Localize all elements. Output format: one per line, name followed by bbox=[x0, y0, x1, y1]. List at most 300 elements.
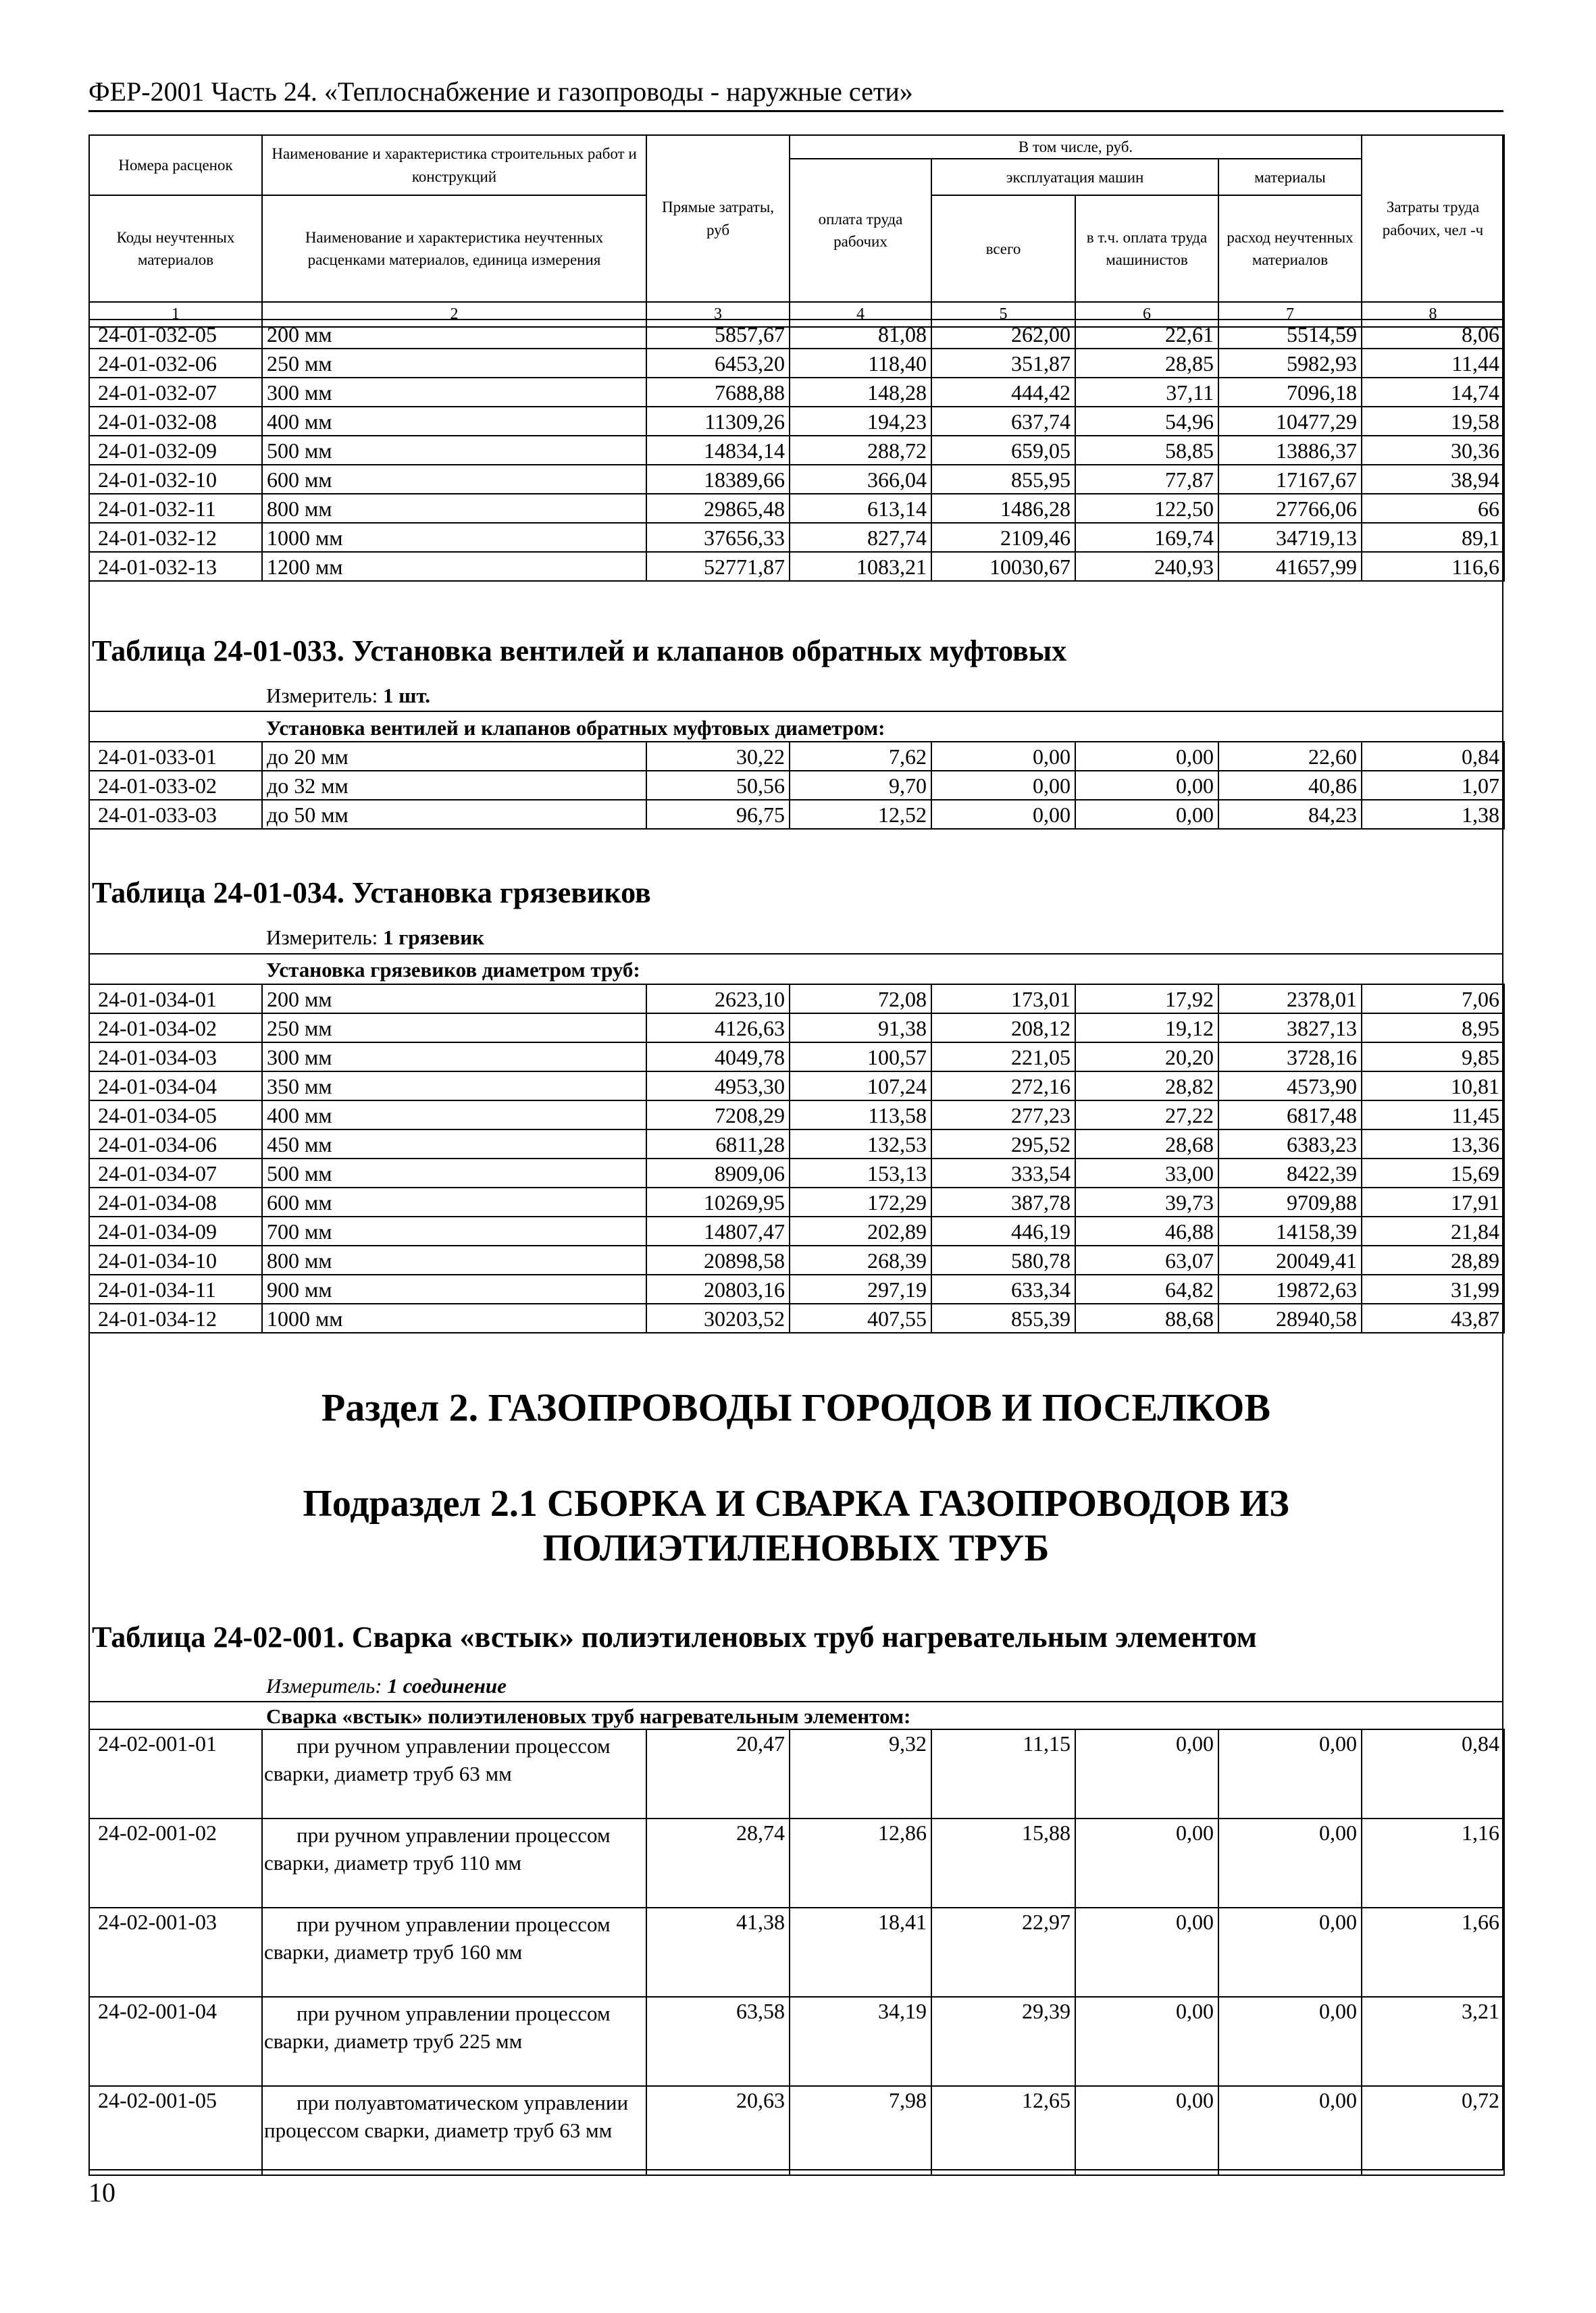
table-24-01-033 bbox=[88, 741, 1505, 830]
cell-direct-costs: 11309,26 bbox=[646, 407, 790, 436]
header-including: В том числе, руб. bbox=[790, 135, 1362, 159]
cell-materials: 34719,13 bbox=[1218, 523, 1362, 552]
table-row bbox=[89, 465, 1504, 494]
cell-labor-hours: 43,87 bbox=[1362, 1304, 1504, 1333]
table-034-title: Таблица 24-01-034. Установка грязевиков bbox=[92, 876, 651, 909]
cell-machinist-pay: 46,88 bbox=[1075, 1217, 1218, 1246]
cell-direct-costs: 4953,30 bbox=[646, 1071, 790, 1100]
cell-labor-hours: 1,66 bbox=[1362, 1908, 1504, 1997]
header-machine-operation: эксплуатация машин bbox=[931, 159, 1218, 195]
cell-work-description: 600 мм bbox=[262, 1188, 646, 1217]
table-row bbox=[89, 800, 1504, 829]
cell-worker-pay: 7,98 bbox=[790, 2086, 931, 2175]
cell-machinist-pay: 88,68 bbox=[1075, 1304, 1218, 1333]
cell-worker-pay: 72,08 bbox=[790, 984, 931, 1013]
cell-direct-costs: 37656,33 bbox=[646, 523, 790, 552]
cell-work-description: 200 мм bbox=[262, 320, 646, 349]
cell-rate-code: 24-01-032-07 bbox=[89, 378, 262, 407]
cell-worker-pay: 81,08 bbox=[790, 320, 931, 349]
table-row bbox=[89, 494, 1504, 523]
header-material-codes: Коды неучтенных материалов bbox=[89, 195, 262, 302]
cell-work-description: до 32 мм bbox=[262, 771, 646, 800]
cell-machinist-pay: 0,00 bbox=[1075, 742, 1218, 771]
cell-rate-code: 24-02-001-02 bbox=[89, 1819, 262, 1908]
cell-direct-costs: 29865,48 bbox=[646, 494, 790, 523]
cell-machines-total: 855,95 bbox=[931, 465, 1075, 494]
divider bbox=[88, 953, 1503, 955]
cell-machinist-pay: 240,93 bbox=[1075, 552, 1218, 581]
cell-rate-code: 24-01-034-07 bbox=[89, 1159, 262, 1188]
cell-machines-total: 0,00 bbox=[931, 800, 1075, 829]
subsection-title-line2: ПОЛИЭТИЛЕНОВЫХ ТРУБ bbox=[542, 1527, 1050, 1569]
cell-worker-pay: 100,57 bbox=[790, 1042, 931, 1071]
cell-direct-costs: 14807,47 bbox=[646, 1217, 790, 1246]
cell-materials: 2378,01 bbox=[1218, 984, 1362, 1013]
running-head: ФЕР-2001 Часть 24. «Теплоснабжение и газопроводы - наружные сети» bbox=[88, 76, 913, 107]
table-row bbox=[89, 349, 1504, 378]
cell-machinist-pay: 20,20 bbox=[1075, 1042, 1218, 1071]
column-number: 8 bbox=[1362, 302, 1504, 327]
cell-labor-hours: 8,06 bbox=[1362, 320, 1504, 349]
cell-machines-total: 633,34 bbox=[931, 1275, 1075, 1304]
table-row bbox=[89, 771, 1504, 800]
cell-labor-hours: 30,36 bbox=[1362, 436, 1504, 465]
cell-direct-costs: 5857,67 bbox=[646, 320, 790, 349]
cell-materials: 10477,29 bbox=[1218, 407, 1362, 436]
cell-machinist-pay: 122,50 bbox=[1075, 494, 1218, 523]
cell-labor-hours: 28,89 bbox=[1362, 1246, 1504, 1275]
cell-work-description: 700 мм bbox=[262, 1217, 646, 1246]
table-row bbox=[89, 1159, 1504, 1188]
table-033-subheading: Установка вентилей и клапанов обратных муфтовых диаметром: bbox=[266, 716, 885, 740]
cell-materials: 5982,93 bbox=[1218, 349, 1362, 378]
cell-worker-pay: 9,32 bbox=[790, 1729, 931, 1819]
table-row bbox=[89, 1071, 1504, 1100]
cell-worker-pay: 12,52 bbox=[790, 800, 931, 829]
cell-machines-total: 208,12 bbox=[931, 1013, 1075, 1042]
cell-labor-hours: 17,91 bbox=[1362, 1188, 1504, 1217]
cell-work-description: 900 мм bbox=[262, 1275, 646, 1304]
cell-machinist-pay: 0,00 bbox=[1075, 1819, 1218, 1908]
cell-labor-hours: 1,16 bbox=[1362, 1819, 1504, 1908]
cell-work-description: 300 мм bbox=[262, 1042, 646, 1071]
cell-direct-costs: 8909,06 bbox=[646, 1159, 790, 1188]
cell-materials: 7096,18 bbox=[1218, 378, 1362, 407]
cell-materials: 0,00 bbox=[1218, 2086, 1362, 2175]
cell-rate-code: 24-01-034-03 bbox=[89, 1042, 262, 1071]
cell-rate-code: 24-01-034-09 bbox=[89, 1217, 262, 1246]
cell-rate-code: 24-01-032-10 bbox=[89, 465, 262, 494]
table-row bbox=[89, 1275, 1504, 1304]
cell-machinist-pay: 64,82 bbox=[1075, 1275, 1218, 1304]
cell-labor-hours: 19,58 bbox=[1362, 407, 1504, 436]
cell-direct-costs: 28,74 bbox=[646, 1819, 790, 1908]
cell-worker-pay: 34,19 bbox=[790, 1997, 931, 2086]
cell-work-description: до 20 мм bbox=[262, 742, 646, 771]
cell-labor-hours: 1,38 bbox=[1362, 800, 1504, 829]
cell-machinist-pay: 0,00 bbox=[1075, 1729, 1218, 1819]
cell-machines-total: 173,01 bbox=[931, 984, 1075, 1013]
column-number: 6 bbox=[1075, 302, 1218, 327]
cell-machines-total: 0,00 bbox=[931, 771, 1075, 800]
cell-rate-code: 24-01-034-11 bbox=[89, 1275, 262, 1304]
cell-work-description: 800 мм bbox=[262, 494, 646, 523]
cell-machinist-pay: 58,85 bbox=[1075, 436, 1218, 465]
cell-work-description: 450 мм bbox=[262, 1129, 646, 1159]
cell-materials: 27766,06 bbox=[1218, 494, 1362, 523]
cell-labor-hours: 31,99 bbox=[1362, 1275, 1504, 1304]
cell-worker-pay: 9,70 bbox=[790, 771, 931, 800]
cell-machines-total: 333,54 bbox=[931, 1159, 1075, 1188]
cell-labor-hours: 89,1 bbox=[1362, 523, 1504, 552]
table-row bbox=[89, 378, 1504, 407]
cell-work-description: 1200 мм bbox=[262, 552, 646, 581]
cell-machinist-pay: 39,73 bbox=[1075, 1188, 1218, 1217]
cell-worker-pay: 118,40 bbox=[790, 349, 931, 378]
cell-machinist-pay: 63,07 bbox=[1075, 1246, 1218, 1275]
cell-worker-pay: 1083,21 bbox=[790, 552, 931, 581]
cell-direct-costs: 10269,95 bbox=[646, 1188, 790, 1217]
measure-label: Измеритель: bbox=[266, 684, 383, 707]
cell-machinist-pay: 54,96 bbox=[1075, 407, 1218, 436]
cell-rate-code: 24-02-001-04 bbox=[89, 1997, 262, 2086]
cell-rate-code: 24-01-033-02 bbox=[89, 771, 262, 800]
table-033-title: Таблица 24-01-033. Установка вентилей и клапанов обратных муфтовых bbox=[92, 634, 1067, 667]
header-work-name: Наименование и характеристика строительных работ и конструкций bbox=[262, 135, 646, 195]
cell-rate-code: 24-01-033-03 bbox=[89, 800, 262, 829]
table-row bbox=[89, 436, 1504, 465]
cell-direct-costs: 30,22 bbox=[646, 742, 790, 771]
header-machines-total: всего bbox=[931, 195, 1075, 302]
table-034-measure bbox=[266, 925, 484, 950]
cell-labor-hours: 15,69 bbox=[1362, 1159, 1504, 1188]
cell-worker-pay: 153,13 bbox=[790, 1159, 931, 1188]
cell-labor-hours: 21,84 bbox=[1362, 1217, 1504, 1246]
cell-work-description: 1000 мм bbox=[262, 1304, 646, 1333]
cell-materials: 0,00 bbox=[1218, 1819, 1362, 1908]
cell-materials: 0,00 bbox=[1218, 1997, 1362, 2086]
measure-label: Измеритель: bbox=[266, 1674, 388, 1698]
cell-machines-total: 29,39 bbox=[931, 1997, 1075, 2086]
cell-rate-code: 24-01-032-11 bbox=[89, 494, 262, 523]
cell-rate-code: 24-01-032-05 bbox=[89, 320, 262, 349]
page-number: 10 bbox=[88, 2177, 115, 2208]
cell-machinist-pay: 28,85 bbox=[1075, 349, 1218, 378]
cell-machinist-pay: 22,61 bbox=[1075, 320, 1218, 349]
cell-machines-total: 277,23 bbox=[931, 1100, 1075, 1129]
measure-value: 1 соединение bbox=[387, 1674, 507, 1698]
cell-rate-code: 24-01-032-06 bbox=[89, 349, 262, 378]
header-materials: материалы bbox=[1218, 159, 1362, 195]
cell-work-description: при полуавтоматическом управлении процессом сварки, диаметр труб 63 мм bbox=[262, 2086, 646, 2175]
cell-materials: 4573,90 bbox=[1218, 1071, 1362, 1100]
cell-work-description: 500 мм bbox=[262, 1159, 646, 1188]
table-row bbox=[89, 1304, 1504, 1333]
cell-labor-hours: 0,84 bbox=[1362, 742, 1504, 771]
cell-work-description: 250 мм bbox=[262, 1013, 646, 1042]
cell-direct-costs: 52771,87 bbox=[646, 552, 790, 581]
cell-worker-pay: 268,39 bbox=[790, 1246, 931, 1275]
cell-materials: 0,00 bbox=[1218, 1908, 1362, 1997]
cell-work-description: 400 мм bbox=[262, 407, 646, 436]
cell-machines-total: 22,97 bbox=[931, 1908, 1075, 1997]
cell-rate-code: 24-01-034-05 bbox=[89, 1100, 262, 1129]
cell-worker-pay: 107,24 bbox=[790, 1071, 931, 1100]
table-row bbox=[89, 320, 1504, 349]
cell-direct-costs: 4126,63 bbox=[646, 1013, 790, 1042]
table-24-01-034 bbox=[88, 984, 1505, 1333]
table-row bbox=[89, 1188, 1504, 1217]
table-02-001-measure bbox=[266, 1674, 507, 1698]
cell-materials: 6817,48 bbox=[1218, 1100, 1362, 1129]
column-number: 1 bbox=[89, 302, 262, 327]
cell-worker-pay: 148,28 bbox=[790, 378, 931, 407]
cell-labor-hours: 38,94 bbox=[1362, 465, 1504, 494]
cell-rate-code: 24-02-001-05 bbox=[89, 2086, 262, 2175]
cell-materials: 28940,58 bbox=[1218, 1304, 1362, 1333]
cell-rate-code: 24-01-034-08 bbox=[89, 1188, 262, 1217]
cell-machinist-pay: 0,00 bbox=[1075, 1908, 1218, 1997]
table-row bbox=[89, 552, 1504, 581]
cell-rate-code: 24-02-001-03 bbox=[89, 1908, 262, 1997]
cell-labor-hours: 10,81 bbox=[1362, 1071, 1504, 1100]
cell-machines-total: 444,42 bbox=[931, 378, 1075, 407]
table-row bbox=[89, 523, 1504, 552]
cell-machinist-pay: 28,68 bbox=[1075, 1129, 1218, 1159]
divider bbox=[88, 1701, 1503, 1702]
cell-direct-costs: 2623,10 bbox=[646, 984, 790, 1013]
cell-materials: 6383,23 bbox=[1218, 1129, 1362, 1159]
table-row bbox=[89, 1217, 1504, 1246]
measure-value: 1 грязевик bbox=[382, 925, 484, 949]
table-02-001-title: Таблица 24-02-001. Сварка «встык» полиэтиленовых труб нагревательным элементом bbox=[92, 1621, 1257, 1654]
cell-worker-pay: 613,14 bbox=[790, 494, 931, 523]
cell-labor-hours: 9,85 bbox=[1362, 1042, 1504, 1071]
cell-rate-code: 24-01-033-01 bbox=[89, 742, 262, 771]
cell-worker-pay: 7,62 bbox=[790, 742, 931, 771]
header-material-names: Наименование и характеристика неучтенных расценками материалов, единица измерения bbox=[262, 195, 646, 302]
cell-machinist-pay: 28,82 bbox=[1075, 1071, 1218, 1100]
table-033-measure bbox=[266, 684, 430, 708]
cell-worker-pay: 194,23 bbox=[790, 407, 931, 436]
cell-direct-costs: 18389,66 bbox=[646, 465, 790, 494]
cell-worker-pay: 12,86 bbox=[790, 1819, 931, 1908]
cell-labor-hours: 3,21 bbox=[1362, 1997, 1504, 2086]
table-row bbox=[89, 1819, 1504, 1908]
cell-direct-costs: 20,47 bbox=[646, 1729, 790, 1819]
cell-worker-pay: 827,74 bbox=[790, 523, 931, 552]
cell-machines-total: 637,74 bbox=[931, 407, 1075, 436]
cell-machines-total: 10030,67 bbox=[931, 552, 1075, 581]
cell-machinist-pay: 17,92 bbox=[1075, 984, 1218, 1013]
cell-labor-hours: 0,84 bbox=[1362, 1729, 1504, 1819]
cell-machinist-pay: 0,00 bbox=[1075, 2086, 1218, 2175]
cell-work-description: 300 мм bbox=[262, 378, 646, 407]
divider bbox=[88, 711, 1503, 712]
cell-labor-hours: 14,74 bbox=[1362, 378, 1504, 407]
header-labor-hours: Затраты труда рабочих, чел -ч bbox=[1362, 135, 1504, 302]
cell-materials: 9709,88 bbox=[1218, 1188, 1362, 1217]
header-rule bbox=[88, 110, 1503, 112]
cell-rate-code: 24-01-034-12 bbox=[89, 1304, 262, 1333]
cell-direct-costs: 6811,28 bbox=[646, 1129, 790, 1159]
cell-materials: 41657,99 bbox=[1218, 552, 1362, 581]
cell-direct-costs: 7208,29 bbox=[646, 1100, 790, 1129]
cell-machinist-pay: 33,00 bbox=[1075, 1159, 1218, 1188]
table-row bbox=[89, 1129, 1504, 1159]
cell-rate-code: 24-01-032-09 bbox=[89, 436, 262, 465]
cell-work-description: 600 мм bbox=[262, 465, 646, 494]
cell-work-description: при ручном управлении процессом сварки, диаметр труб 63 мм bbox=[262, 1729, 646, 1819]
cell-machinist-pay: 77,87 bbox=[1075, 465, 1218, 494]
cell-rate-code: 24-01-034-06 bbox=[89, 1129, 262, 1159]
cell-materials: 40,86 bbox=[1218, 771, 1362, 800]
cell-work-description: при ручном управлении процессом сварки, диаметр труб 225 мм bbox=[262, 1997, 646, 2086]
cell-machinist-pay: 0,00 bbox=[1075, 771, 1218, 800]
cell-labor-hours: 11,44 bbox=[1362, 349, 1504, 378]
cell-direct-costs: 20803,16 bbox=[646, 1275, 790, 1304]
cell-work-description: 800 мм bbox=[262, 1246, 646, 1275]
table-row bbox=[89, 742, 1504, 771]
table-row bbox=[89, 1042, 1504, 1071]
table-row bbox=[89, 407, 1504, 436]
cell-rate-code: 24-01-034-04 bbox=[89, 1071, 262, 1100]
cell-machines-total: 2109,46 bbox=[931, 523, 1075, 552]
table-24-02-001 bbox=[88, 1729, 1505, 2176]
cell-materials: 0,00 bbox=[1218, 1729, 1362, 1819]
cell-materials: 14158,39 bbox=[1218, 1217, 1362, 1246]
cell-machinist-pay: 37,11 bbox=[1075, 378, 1218, 407]
cell-direct-costs: 6453,20 bbox=[646, 349, 790, 378]
cell-worker-pay: 297,19 bbox=[790, 1275, 931, 1304]
cell-work-description: до 50 мм bbox=[262, 800, 646, 829]
cell-direct-costs: 14834,14 bbox=[646, 436, 790, 465]
cell-labor-hours: 0,72 bbox=[1362, 2086, 1504, 2175]
column-number: 5 bbox=[931, 302, 1075, 327]
header-material-usage: расход неучтенных материалов bbox=[1218, 195, 1362, 302]
cell-labor-hours: 8,95 bbox=[1362, 1013, 1504, 1042]
cell-labor-hours: 116,6 bbox=[1362, 552, 1504, 581]
cell-work-description: 350 мм bbox=[262, 1071, 646, 1100]
cell-machinist-pay: 0,00 bbox=[1075, 1997, 1218, 2086]
table-row bbox=[89, 1246, 1504, 1275]
header-worker-pay: оплата труда рабочих bbox=[790, 159, 931, 302]
table-row bbox=[89, 1100, 1504, 1129]
cell-materials: 17167,67 bbox=[1218, 465, 1362, 494]
cell-rate-code: 24-01-032-13 bbox=[89, 552, 262, 581]
cell-machines-total: 221,05 bbox=[931, 1042, 1075, 1071]
cell-materials: 20049,41 bbox=[1218, 1246, 1362, 1275]
cell-worker-pay: 18,41 bbox=[790, 1908, 931, 1997]
cell-materials: 19872,63 bbox=[1218, 1275, 1362, 1304]
cell-materials: 5514,59 bbox=[1218, 320, 1362, 349]
cell-machines-total: 11,15 bbox=[931, 1729, 1075, 1819]
cell-materials: 84,23 bbox=[1218, 800, 1362, 829]
cell-work-description: при ручном управлении процессом сварки, диаметр труб 160 мм bbox=[262, 1908, 646, 1997]
cell-direct-costs: 20898,58 bbox=[646, 1246, 790, 1275]
cell-worker-pay: 288,72 bbox=[790, 436, 931, 465]
table-24-01-032 bbox=[88, 319, 1505, 582]
cell-machinist-pay: 0,00 bbox=[1075, 800, 1218, 829]
cell-machines-total: 15,88 bbox=[931, 1819, 1075, 1908]
cell-machines-total: 262,00 bbox=[931, 320, 1075, 349]
header-machinist-pay: в т.ч. оплата труда машинистов bbox=[1075, 195, 1218, 302]
cell-work-description: при ручном управлении процессом сварки, диаметр труб 110 мм bbox=[262, 1819, 646, 1908]
cell-materials: 8422,39 bbox=[1218, 1159, 1362, 1188]
cell-labor-hours: 66 bbox=[1362, 494, 1504, 523]
cell-machines-total: 1486,28 bbox=[931, 494, 1075, 523]
cell-machines-total: 855,39 bbox=[931, 1304, 1075, 1333]
cell-machines-total: 580,78 bbox=[931, 1246, 1075, 1275]
cell-worker-pay: 366,04 bbox=[790, 465, 931, 494]
table-row bbox=[89, 2086, 1504, 2175]
cell-worker-pay: 132,53 bbox=[790, 1129, 931, 1159]
table-row bbox=[89, 1908, 1504, 1997]
cell-machines-total: 12,65 bbox=[931, 2086, 1075, 2175]
measure-label: Измеритель: bbox=[266, 925, 383, 949]
cell-labor-hours: 7,06 bbox=[1362, 984, 1504, 1013]
cell-worker-pay: 91,38 bbox=[790, 1013, 931, 1042]
cell-worker-pay: 407,55 bbox=[790, 1304, 931, 1333]
cell-labor-hours: 13,36 bbox=[1362, 1129, 1504, 1159]
cell-direct-costs: 20,63 bbox=[646, 2086, 790, 2175]
subsection-title-line1: Подраздел 2.1 СБОРКА И СВАРКА ГАЗОПРОВОДОВ ИЗ bbox=[303, 1483, 1289, 1525]
cell-machines-total: 446,19 bbox=[931, 1217, 1075, 1246]
column-number: 2 bbox=[262, 302, 646, 327]
cell-work-description: 250 мм bbox=[262, 349, 646, 378]
table-02-001-subheading: Сварка «встык» полиэтиленовых труб нагревательным элементом: bbox=[266, 1704, 911, 1728]
header-direct-costs: Прямые затраты, руб bbox=[646, 135, 790, 302]
cell-machinist-pay: 27,22 bbox=[1075, 1100, 1218, 1129]
cell-labor-hours: 1,07 bbox=[1362, 771, 1504, 800]
cell-materials: 13886,37 bbox=[1218, 436, 1362, 465]
cell-machines-total: 387,78 bbox=[931, 1188, 1075, 1217]
cell-work-description: 400 мм bbox=[262, 1100, 646, 1129]
cell-rate-code: 24-01-034-10 bbox=[89, 1246, 262, 1275]
cell-rate-code: 24-01-034-01 bbox=[89, 984, 262, 1013]
cell-direct-costs: 7688,88 bbox=[646, 378, 790, 407]
table-034-subheading: Установка грязевиков диаметром труб: bbox=[266, 958, 640, 982]
cell-materials: 22,60 bbox=[1218, 742, 1362, 771]
cell-machinist-pay: 169,74 bbox=[1075, 523, 1218, 552]
cell-rate-code: 24-01-032-12 bbox=[89, 523, 262, 552]
column-number: 7 bbox=[1218, 302, 1362, 327]
cell-work-description: 500 мм bbox=[262, 436, 646, 465]
table-row bbox=[89, 1997, 1504, 2086]
column-header-table bbox=[88, 134, 1505, 328]
cell-machinist-pay: 19,12 bbox=[1075, 1013, 1218, 1042]
table-row bbox=[89, 1729, 1504, 1819]
measure-value: 1 шт. bbox=[382, 684, 431, 707]
cell-machines-total: 295,52 bbox=[931, 1129, 1075, 1159]
cell-rate-code: 24-02-001-01 bbox=[89, 1729, 262, 1819]
cell-direct-costs: 63,58 bbox=[646, 1997, 790, 2086]
cell-materials: 3827,13 bbox=[1218, 1013, 1362, 1042]
column-number: 3 bbox=[646, 302, 790, 327]
cell-direct-costs: 50,56 bbox=[646, 771, 790, 800]
column-number: 4 bbox=[790, 302, 931, 327]
cell-rate-code: 24-01-034-02 bbox=[89, 1013, 262, 1042]
cell-work-description: 1000 мм bbox=[262, 523, 646, 552]
cell-worker-pay: 202,89 bbox=[790, 1217, 931, 1246]
cell-rate-code: 24-01-032-08 bbox=[89, 407, 262, 436]
cell-machines-total: 272,16 bbox=[931, 1071, 1075, 1100]
cell-worker-pay: 172,29 bbox=[790, 1188, 931, 1217]
table-row bbox=[89, 1013, 1504, 1042]
table-row bbox=[89, 984, 1504, 1013]
cell-machines-total: 0,00 bbox=[931, 742, 1075, 771]
cell-direct-costs: 96,75 bbox=[646, 800, 790, 829]
